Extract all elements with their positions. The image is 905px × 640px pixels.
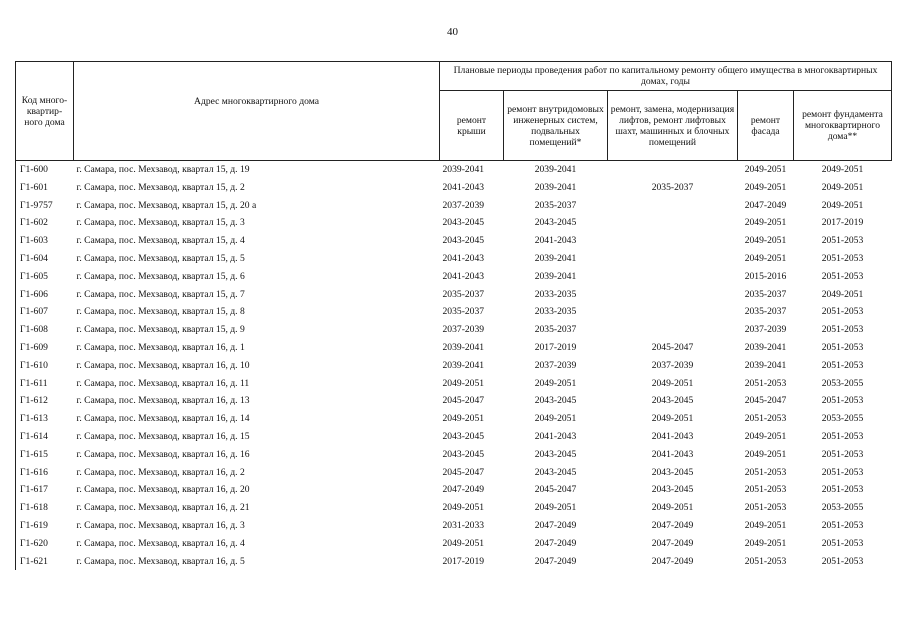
- cell-address: г. Самара, пос. Мехзавод, квартал 16, д. 3: [76, 519, 245, 531]
- cell-foundation: 2051-2053: [821, 519, 864, 531]
- cell-elevators: 2043-2045: [651, 466, 694, 478]
- cell-engineering: 2035-2037: [534, 324, 577, 336]
- cell-code: Г1-606: [20, 288, 48, 300]
- cell-engineering: 2041-2043: [534, 235, 577, 247]
- table-row: [16, 410, 892, 428]
- cell-elevators: [608, 161, 738, 179]
- cell-foundation: 2049-2051: [821, 288, 864, 300]
- cell-address: г. Самара, пос. Мехзавод, квартал 16, д. 1: [76, 341, 245, 353]
- cell-elevators: 2037-2039: [651, 359, 694, 371]
- cell-foundation: 2051-2053: [821, 341, 864, 353]
- cell-foundation: 2051-2053: [821, 306, 864, 318]
- cell-foundation: 2053-2055: [821, 377, 864, 389]
- header-foundation: ремонт фундамента многоквартирного дома**: [794, 91, 892, 161]
- cell-address: г. Самара, пос. Мехзавод, квартал 16, д. 11: [76, 377, 250, 389]
- cell-foundation: 2051-2053: [821, 324, 864, 336]
- header-engineering: ремонт внутридомовых инженерных систем, подвальных помещений*: [504, 91, 608, 161]
- cell-foundation: 2053-2055: [821, 502, 864, 514]
- table-row: [16, 446, 892, 464]
- cell-code: Г1-603: [20, 235, 48, 247]
- table-row: [16, 268, 892, 286]
- cell-address: г. Самара, пос. Мехзавод, квартал 16, д. 2: [76, 466, 245, 478]
- cell-foundation: 2049-2051: [821, 199, 864, 211]
- cell-foundation: 2049-2051: [821, 181, 864, 193]
- cell-facade: 2051-2053: [744, 555, 787, 567]
- cell-engineering: 2049-2051: [534, 502, 577, 514]
- cell-address: г. Самара, пос. Мехзавод, квартал 15, д. 9: [76, 324, 245, 336]
- cell-address: г. Самара, пос. Мехзавод, квартал 16, д. 15: [76, 430, 250, 442]
- cell-roof: 2045-2047: [442, 395, 485, 407]
- cell-facade: 2039-2041: [744, 341, 787, 353]
- cell-roof: 2043-2045: [442, 448, 485, 460]
- cell-facade: 2049-2051: [744, 537, 787, 549]
- cell-roof: 2035-2037: [442, 306, 485, 318]
- cell-address: г. Самара, пос. Мехзавод, квартал 16, д. 10: [76, 359, 250, 371]
- cell-roof: 2049-2051: [442, 537, 485, 549]
- cell-engineering: 2039-2041: [534, 252, 577, 264]
- cell-elevators: 2047-2049: [651, 519, 694, 531]
- cell-code: Г1-614: [20, 430, 48, 442]
- cell-facade: 2035-2037: [744, 306, 787, 318]
- cell-facade: 2049-2051: [744, 430, 787, 442]
- cell-code: Г1-601: [20, 181, 48, 193]
- table-row: [16, 303, 892, 321]
- cell-roof: 2041-2043: [442, 270, 485, 282]
- table-row: [16, 232, 892, 250]
- cell-code: Г1-621: [20, 555, 48, 567]
- cell-code: Г1-613: [20, 413, 48, 425]
- cell-elevators: [608, 321, 738, 339]
- cell-foundation: 2051-2053: [821, 235, 864, 247]
- cell-engineering: 2033-2035: [534, 288, 577, 300]
- cell-address: г. Самара, пос. Мехзавод, квартал 16, д. 4: [76, 537, 245, 549]
- cell-engineering: 2047-2049: [534, 555, 577, 567]
- cell-address: г. Самара, пос. Мехзавод, квартал 15, д. 2: [76, 181, 245, 193]
- cell-foundation: 2051-2053: [821, 555, 864, 567]
- cell-engineering: 2045-2047: [534, 484, 577, 496]
- cell-code: Г1-616: [20, 466, 48, 478]
- cell-code: Г1-9757: [20, 199, 53, 211]
- table-row: [16, 357, 892, 375]
- cell-facade: 2049-2051: [744, 164, 787, 175]
- table-header: [16, 62, 892, 161]
- cell-engineering: 2047-2049: [534, 537, 577, 549]
- cell-facade: 2051-2053: [744, 466, 787, 478]
- cell-engineering: 2017-2019: [534, 341, 577, 353]
- cell-address: г. Самара, пос. Мехзавод, квартал 16, д. 5: [76, 555, 245, 567]
- cell-facade: 2051-2053: [744, 377, 787, 389]
- cell-facade: 2051-2053: [744, 502, 787, 514]
- cell-address: г. Самара, пос. Мехзавод, квартал 15, д. 5: [76, 252, 245, 264]
- cell-elevators: [608, 214, 738, 232]
- cell-address: г. Самара, пос. Мехзавод, квартал 15, д. 8: [76, 306, 245, 318]
- cell-elevators: [608, 268, 738, 286]
- cell-elevators: 2043-2045: [651, 484, 694, 496]
- cell-code: Г1-620: [20, 537, 48, 549]
- cell-roof: 2043-2045: [442, 430, 485, 442]
- cell-elevators: [608, 286, 738, 304]
- cell-facade: 2049-2051: [744, 519, 787, 531]
- cell-engineering: 2043-2045: [534, 217, 577, 229]
- header-roof: ремонт крыши: [440, 91, 504, 161]
- cell-foundation: 2051-2053: [821, 448, 864, 460]
- cell-code: Г1-612: [20, 395, 48, 407]
- cell-elevators: 2049-2051: [651, 413, 694, 425]
- cell-foundation: 2049-2051: [821, 164, 864, 175]
- cell-elevators: 2041-2043: [651, 448, 694, 460]
- cell-roof: 2039-2041: [442, 341, 485, 353]
- cell-elevators: 2035-2037: [651, 181, 694, 193]
- cell-facade: 2049-2051: [744, 252, 787, 264]
- cell-elevators: 2047-2049: [651, 555, 694, 567]
- cell-facade: 2049-2051: [744, 217, 787, 229]
- table-row: [16, 481, 892, 499]
- cell-engineering: 2043-2045: [534, 395, 577, 407]
- cell-address: г. Самара, пос. Мехзавод, квартал 16, д. 16: [76, 448, 250, 460]
- cell-foundation: 2051-2053: [821, 270, 864, 282]
- cell-code: Г1-607: [20, 306, 48, 318]
- cell-facade: 2035-2037: [744, 288, 787, 300]
- cell-code: Г1-600: [20, 164, 48, 175]
- table-row: [16, 464, 892, 482]
- cell-code: Г1-604: [20, 252, 48, 264]
- cell-address: г. Самара, пос. Мехзавод, квартал 16, д. 21: [76, 502, 250, 514]
- table-row: [16, 499, 892, 517]
- cell-engineering: 2039-2041: [534, 181, 577, 193]
- table-row: [16, 375, 892, 393]
- cell-engineering: 2035-2037: [534, 199, 577, 211]
- cell-address: г. Самара, пос. Мехзавод, квартал 15, д. 3: [76, 217, 245, 229]
- cell-roof: 2045-2047: [442, 466, 485, 478]
- cell-code: Г1-602: [20, 217, 48, 229]
- cell-elevators: 2049-2051: [651, 502, 694, 514]
- cell-code: Г1-611: [20, 377, 48, 389]
- cell-elevators: [608, 197, 738, 215]
- cell-roof: 2037-2039: [442, 199, 485, 211]
- cell-code: Г1-609: [20, 341, 48, 353]
- table-row: [16, 339, 892, 357]
- cell-foundation: 2051-2053: [821, 395, 864, 407]
- header-periods-group: Плановые периоды проведения работ по капитальному ремонту общего имущества в многоквартирных домах, годы: [440, 62, 892, 91]
- cell-facade: 2051-2053: [744, 413, 787, 425]
- cell-address: г. Самара, пос. Мехзавод, квартал 15, д. 7: [76, 288, 245, 300]
- cell-code: Г1-619: [20, 519, 48, 531]
- cell-foundation: 2053-2055: [821, 413, 864, 425]
- cell-engineering: 2033-2035: [534, 306, 577, 318]
- cell-code: Г1-617: [20, 484, 48, 496]
- table-row: [16, 392, 892, 410]
- cell-foundation: 2017-2019: [821, 217, 864, 229]
- table-row: [16, 197, 892, 215]
- cell-roof: 2043-2045: [442, 235, 485, 247]
- cell-engineering: 2049-2051: [534, 413, 577, 425]
- cell-foundation: 2051-2053: [821, 252, 864, 264]
- cell-engineering: 2049-2051: [534, 377, 577, 389]
- cell-elevators: [608, 250, 738, 268]
- cell-engineering: 2043-2045: [534, 466, 577, 478]
- cell-engineering: 2039-2041: [534, 164, 577, 175]
- cell-code: Г1-605: [20, 270, 48, 282]
- cell-foundation: 2051-2053: [821, 359, 864, 371]
- cell-address: г. Самара, пос. Мехзавод, квартал 16, д. 14: [76, 413, 250, 425]
- table-row: [16, 535, 892, 553]
- table-row: [16, 179, 892, 197]
- cell-roof: 2041-2043: [442, 252, 485, 264]
- header-elevators: ремонт, замена, модернизация лифтов, ремонт лифтовых шахт, машинных и блочных помещений: [608, 91, 738, 161]
- cell-code: Г1-610: [20, 359, 48, 371]
- cell-roof: 2049-2051: [442, 413, 485, 425]
- cell-address: г. Самара, пос. Мехзавод, квартал 15, д. 20 а: [76, 199, 257, 211]
- cell-engineering: 2043-2045: [534, 448, 577, 460]
- header-address: Адрес многоквартирного дома: [74, 62, 440, 161]
- header-facade: ремонт фасада: [738, 91, 794, 161]
- cell-elevators: 2045-2047: [651, 341, 694, 353]
- cell-roof: 2039-2041: [442, 164, 485, 175]
- cell-facade: 2049-2051: [744, 235, 787, 247]
- table-row: [16, 517, 892, 535]
- header-code: Код много-квартир-ного дома: [16, 62, 74, 161]
- cell-address: г. Самара, пос. Мехзавод, квартал 16, д. 13: [76, 395, 250, 407]
- cell-code: Г1-618: [20, 502, 48, 514]
- cell-address: г. Самара, пос. Мехзавод, квартал 15, д. 4: [76, 235, 245, 247]
- cell-roof: 2039-2041: [442, 359, 485, 371]
- cell-roof: 2037-2039: [442, 324, 485, 336]
- cell-address: г. Самара, пос. Мехзавод, квартал 15, д. 6: [76, 270, 245, 282]
- cell-elevators: [608, 303, 738, 321]
- capital-repair-table: [15, 61, 892, 570]
- cell-engineering: 2037-2039: [534, 359, 577, 371]
- table-row: [16, 428, 892, 446]
- cell-foundation: 2051-2053: [821, 430, 864, 442]
- table-row: [16, 286, 892, 304]
- cell-roof: 2049-2051: [442, 502, 485, 514]
- cell-foundation: 2051-2053: [821, 466, 864, 478]
- cell-roof: 2017-2019: [442, 555, 485, 567]
- cell-roof: 2047-2049: [442, 484, 485, 496]
- table-body: [16, 161, 892, 571]
- cell-facade: 2047-2049: [744, 199, 787, 211]
- table-row: [16, 321, 892, 339]
- cell-foundation: 2051-2053: [821, 484, 864, 496]
- cell-engineering: 2047-2049: [534, 519, 577, 531]
- cell-facade: 2051-2053: [744, 484, 787, 496]
- table-row: [16, 161, 892, 179]
- cell-engineering: 2039-2041: [534, 270, 577, 282]
- cell-roof: 2035-2037: [442, 288, 485, 300]
- cell-elevators: 2041-2043: [651, 430, 694, 442]
- cell-roof: 2031-2033: [442, 519, 485, 531]
- cell-facade: 2049-2051: [744, 181, 787, 193]
- table-row: [16, 250, 892, 268]
- cell-facade: 2049-2051: [744, 448, 787, 460]
- cell-elevators: 2047-2049: [651, 537, 694, 549]
- cell-elevators: [608, 232, 738, 250]
- cell-address: г. Самара, пос. Мехзавод, квартал 15, д. 19: [76, 164, 250, 175]
- cell-foundation: 2051-2053: [821, 537, 864, 549]
- cell-address: г. Самара, пос. Мехзавод, квартал 16, д. 20: [76, 484, 250, 496]
- cell-facade: 2045-2047: [744, 395, 787, 407]
- cell-facade: 2015-2016: [744, 270, 787, 282]
- cell-elevators: 2043-2045: [651, 395, 694, 407]
- cell-code: Г1-608: [20, 324, 48, 336]
- cell-engineering: 2041-2043: [534, 430, 577, 442]
- page-number: 40: [447, 26, 458, 38]
- cell-facade: 2039-2041: [744, 359, 787, 371]
- cell-elevators: 2049-2051: [651, 377, 694, 389]
- cell-roof: 2041-2043: [442, 181, 485, 193]
- cell-roof: 2049-2051: [442, 377, 485, 389]
- table-row: [16, 214, 892, 232]
- cell-facade: 2037-2039: [744, 324, 787, 336]
- cell-roof: 2043-2045: [442, 217, 485, 229]
- cell-code: Г1-615: [20, 448, 48, 460]
- table-row: [16, 553, 892, 571]
